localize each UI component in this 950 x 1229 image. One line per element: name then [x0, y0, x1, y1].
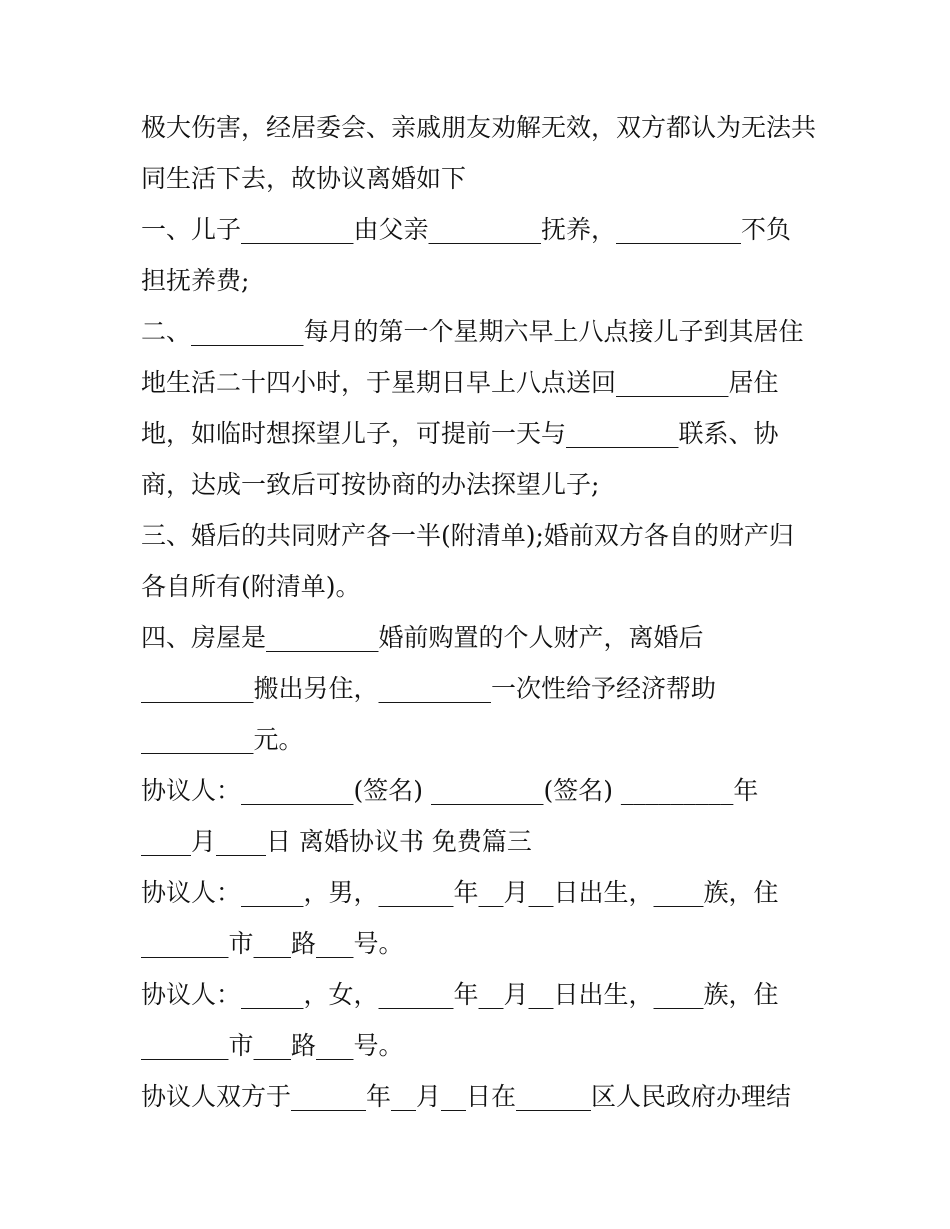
- text-line: _________元。: [141, 725, 304, 754]
- text-line: 地，如临时想探望儿子，可提前一天与_________联系、协: [141, 419, 779, 448]
- clause-4-line: 四、房屋是_________婚前购置的个人财产，离婚后: [141, 623, 704, 652]
- party-male-line: 协议人：_____，男，______年__月__日出生，____族，住: [141, 878, 779, 907]
- text-line: 各自所有(附清单)。: [141, 572, 361, 601]
- clause-3-line: 三、婚后的共同财产各一半(附清单);婚前双方各自的财产归: [141, 521, 794, 550]
- text-line: 协议人双方于______年__月__日在______区人民政府办理结: [141, 1082, 792, 1111]
- text-line: 地生活二十四小时，于星期日早上八点送回_________居住: [141, 368, 779, 397]
- document-body: [141, 102, 821, 1122]
- text-line: _________搬出另住，_________一次性给予经济帮助: [141, 674, 717, 703]
- text-line: 担抚养费;: [141, 266, 250, 295]
- date-and-section-title: ____月____日 离婚协议书 免费篇三: [141, 827, 532, 856]
- address-line: _______市___路___号。: [141, 1031, 404, 1060]
- text-line: 商，达成一致后可按协商的办法探望儿子;: [141, 470, 600, 499]
- text-line: 同生活下去，故协议离婚如下: [141, 164, 467, 193]
- address-line: _______市___路___号。: [141, 929, 404, 958]
- signature-line: 协议人：_________(签名) _________(签名) _________年: [141, 776, 759, 805]
- clause-1-line: 一、儿子_________由父亲_________抚养，__________不负: [141, 215, 792, 244]
- clause-2-line: 二、_________每月的第一个星期六早上八点接儿子到其居住: [141, 317, 804, 346]
- text-line: 极大伤害，经居委会、亲戚朋友劝解无效，双方都认为无法共: [141, 113, 817, 142]
- party-female-line: 协议人：_____，女，______年__月__日出生，____族，住: [141, 980, 779, 1009]
